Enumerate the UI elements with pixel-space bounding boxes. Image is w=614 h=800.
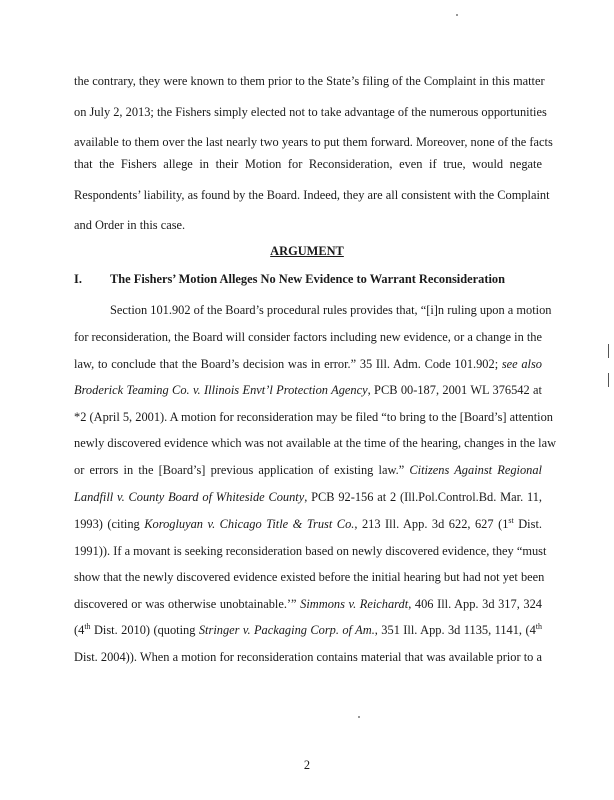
paragraph-line xyxy=(74,382,542,398)
paragraph-line: show that the newly discovered evidence existed before the initial hearing but had not yet been xyxy=(74,570,545,584)
paragraph-line: Respondents’ liability, as found by the Board. Indeed, they are all consistent with the Complaint xyxy=(74,188,550,202)
subsection-number: I. xyxy=(74,272,82,286)
paragraph-line: newly discovered evidence which was not available at the time of the hearing, changes in the law xyxy=(74,436,557,450)
case-name: Korogluyan v. Chicago Title & Trust Co. xyxy=(144,517,355,531)
line-text: , 213 Ill. App. 3d 622, 627 (1 xyxy=(354,517,509,531)
scan-speck xyxy=(456,14,458,16)
paragraph-line: Section 101.902 of the Board’s procedural rules provides that, “[i]n ruling upon a motion xyxy=(110,303,552,317)
case-name: Citizens Against Regional xyxy=(409,463,543,477)
paragraph-line: that the Fishers allege in their Motion for Reconsideration, even if true, would negate xyxy=(74,157,542,171)
paragraph-line: Dist. 2004)). When a motion for reconsideration contains material that was available prior to a xyxy=(74,650,542,664)
paragraph-line xyxy=(74,622,542,638)
subsection-title: The Fishers’ Motion Alleges No New Evidence to Warrant Reconsideration xyxy=(110,272,505,286)
paragraph-line: 1991)). If a movant is seeking reconsideration based on newly discovered evidence, they “must xyxy=(74,544,547,558)
paragraph-line: available to them over the last nearly two years to put them forward. Moreover, none of the facts xyxy=(74,135,553,149)
ordinal-suffix: th xyxy=(535,621,542,631)
paragraph-line xyxy=(74,489,542,505)
case-name: Simmons v. Reichardt xyxy=(300,597,409,611)
case-name: Stringer v. Packaging Corp. of Am. xyxy=(198,623,375,637)
paragraph-line: and Order in this case. xyxy=(74,218,186,232)
scan-speck xyxy=(358,716,360,718)
case-name: Landfill v. County Board of Whiteside County xyxy=(74,490,305,504)
paragraph-line: for reconsideration, the Board will consider factors including new evidence, or a change in the xyxy=(74,330,542,344)
ordinal-suffix: th xyxy=(84,621,91,631)
paragraph-line: on July 2, 2013; the Fishers simply elected not to take advantage of the numerous opportunities xyxy=(74,105,547,119)
ordinal-suffix: st xyxy=(508,515,514,525)
paragraph-line: *2 (April 5, 2001). A motion for reconsideration may be filed “to bring to the [Board’s] attention xyxy=(74,410,553,424)
page-number: 2 xyxy=(303,758,311,772)
case-name: Broderick Teaming Co. v. Illinois Envt’l Protection Agency xyxy=(74,383,368,397)
line-text: discovered or was otherwise unobtainable.’” xyxy=(74,597,301,611)
subsection-heading xyxy=(74,272,505,287)
line-text: , PCB 92-156 at 2 (Ill.Pol.Control.Bd. Mar. 11, xyxy=(304,490,542,504)
paragraph-line xyxy=(74,356,542,372)
line-text: 1993) (citing xyxy=(74,517,145,531)
line-text: Dist. 2010) (quoting xyxy=(90,623,199,637)
citation-signal: see also xyxy=(501,357,542,371)
scan-margin-mark xyxy=(608,344,609,358)
line-text: , PCB 00-187, 2001 WL 376542 at xyxy=(367,383,542,397)
line-text: , 406 Ill. App. 3d 317, 324 xyxy=(408,597,542,611)
scan-margin-mark xyxy=(608,373,609,387)
paragraph-line xyxy=(74,462,542,478)
line-text: or errors in the [Board’s] previous application of existing law.” xyxy=(74,463,410,477)
paragraph-line xyxy=(74,596,542,612)
line-text: , 351 Ill. App. 3d 1135, 1141, (4 xyxy=(374,623,536,637)
line-text: Dist. xyxy=(513,517,542,531)
paragraph-line: the contrary, they were known to them prior to the State’s filing of the Complaint in this matter xyxy=(74,74,545,88)
section-heading: ARGUMENT xyxy=(270,244,344,258)
paragraph-line xyxy=(74,516,542,532)
line-text: (4 xyxy=(74,623,85,637)
line-text: law, to conclude that the Board’s decision was in error.” 35 Ill. Adm. Code 101.902; xyxy=(74,357,502,371)
